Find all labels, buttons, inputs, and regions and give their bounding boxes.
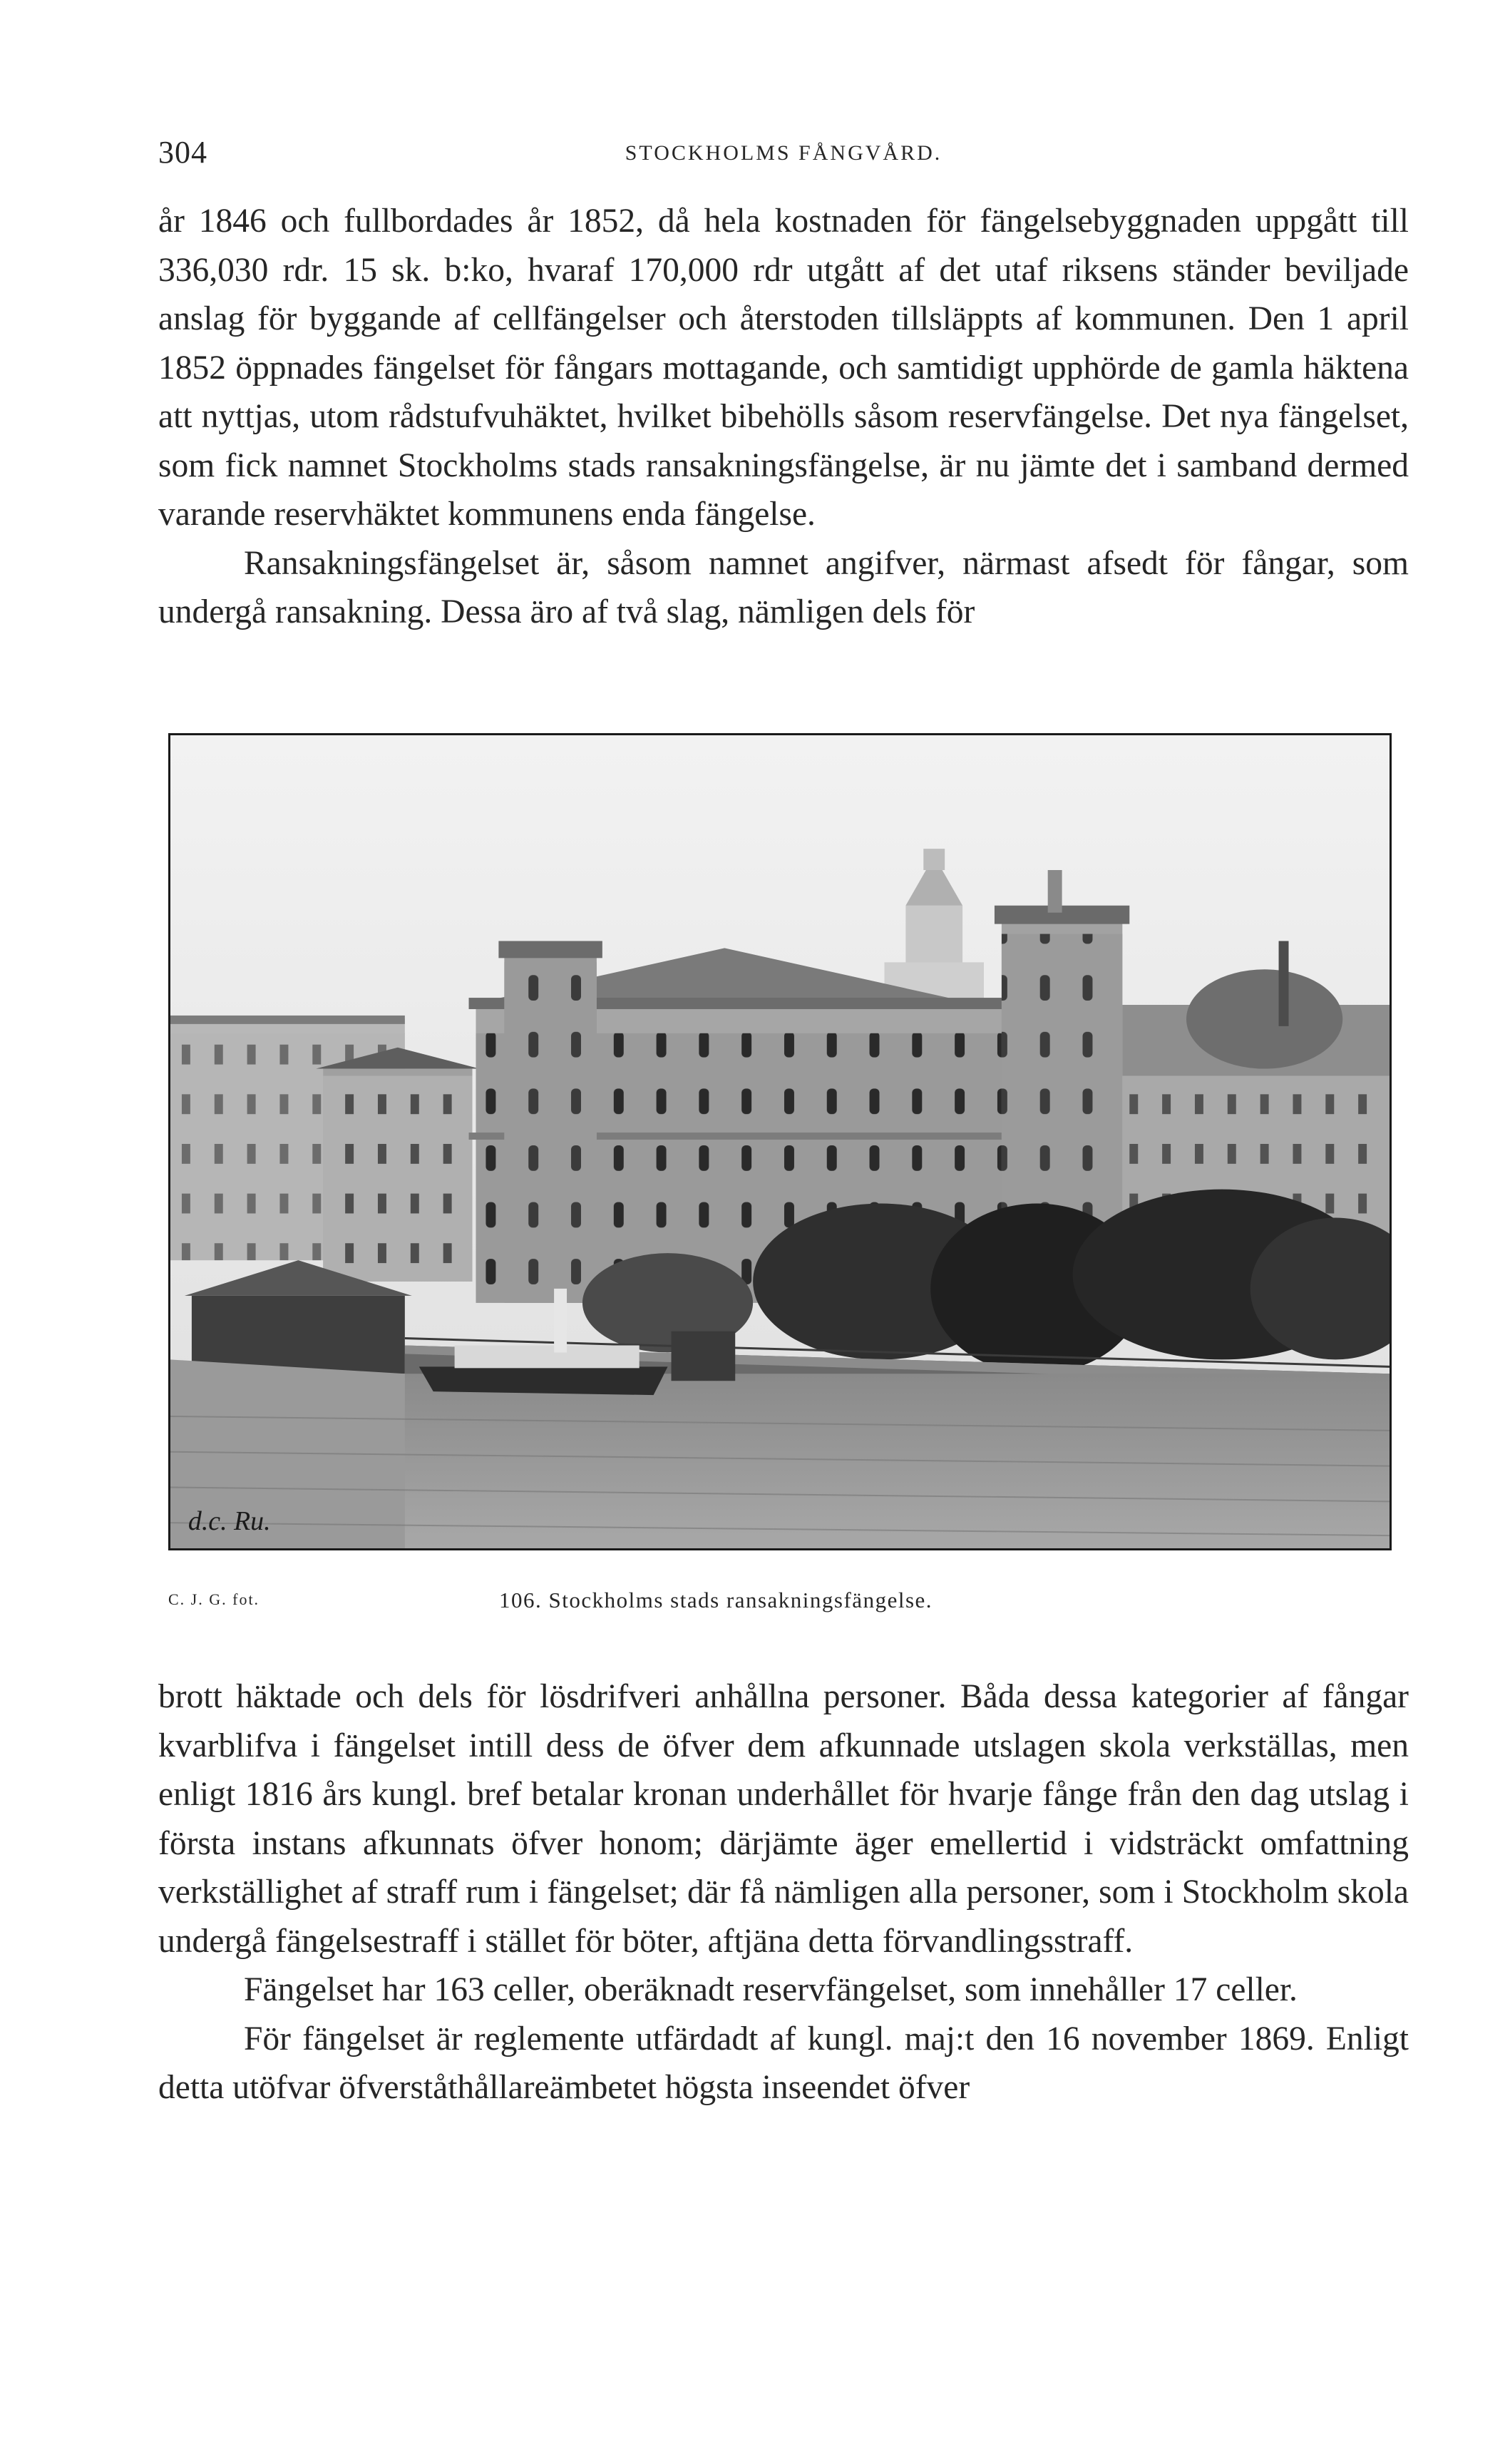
paragraph: år 1846 och fullbordades år 1852, då hela kostnaden för fängelsebyggnaden uppgått till 336,030 rdr. 15 sk. b:ko, hvaraf 170,000 rdr utgått af det utaf riksens ständer beviljade anslag för byggande af cellfängelser och återstoden tillsläppts af kommunen. Den 1 april 1852 öppnades fängelset för fångars mottagande, och samtidigt upphörde de gamla häktena att nyttjas, utom rådstufvuhäktet, hvilket bibehölls såsom reservfängelse. Det nya fängelset, som fick namnet Stockholms stads ransakningsfängelse, är nu jämte det i samband dermed varande reservhäktet kommunens enda fängelse. xyxy=(158,203,1409,533)
artist-signature: d.c. Ru. xyxy=(188,1506,271,1537)
paragraph: brott häktade och dels för lösdrifveri anhållna personer. Båda dessa kategorier af fångar kvarblifva i fängelset intill dess de öfver dem afkunnade utslagen skola verkställas, men enligt 1816 års kungl. bref betalar kronan underhållet för hvarje fånge från den dag utslag i första instans afkunnats öfver honom; därjämte äger emellertid i vidsträckt omfattning verkställighet af straff rum i fängelset; där få nämligen alla personer, som i Stockholm skola undergå fängelsestraff i stället för böter, aftjäna detta förvandlingsstraff. xyxy=(158,1678,1409,1960)
running-title: STOCKHOLMS FÅNGVÅRD. xyxy=(625,141,943,165)
figure-caption: 106. Stockholms stads ransakningsfängelse. xyxy=(499,1588,933,1612)
photo-credit: C. J. G. fot. xyxy=(168,1590,260,1608)
paragraph: Ransakningsfängelset är, såsom namnet angifver, närmast afsedt för fångar, som undergå ransakning. Dessa äro af två slag, nämligen dels för xyxy=(158,544,1409,630)
paragraph: Fängelset har 163 celler, oberäknadt reservfängelset, som innehåller 17 celler. xyxy=(244,1971,1298,2008)
body-text-lower xyxy=(158,1672,1409,2112)
page-number: 304 xyxy=(158,135,207,170)
prison-photograph xyxy=(168,733,1392,1550)
body-text-upper xyxy=(158,197,1409,637)
paragraph: För fängelset är reglemente utfärdadt af kungl. maj:t den 16 november 1869. Enligt detta utöfvar öfverståthållareämbetet högsta inseendet öfver xyxy=(158,2020,1409,2106)
running-head xyxy=(158,134,1409,177)
